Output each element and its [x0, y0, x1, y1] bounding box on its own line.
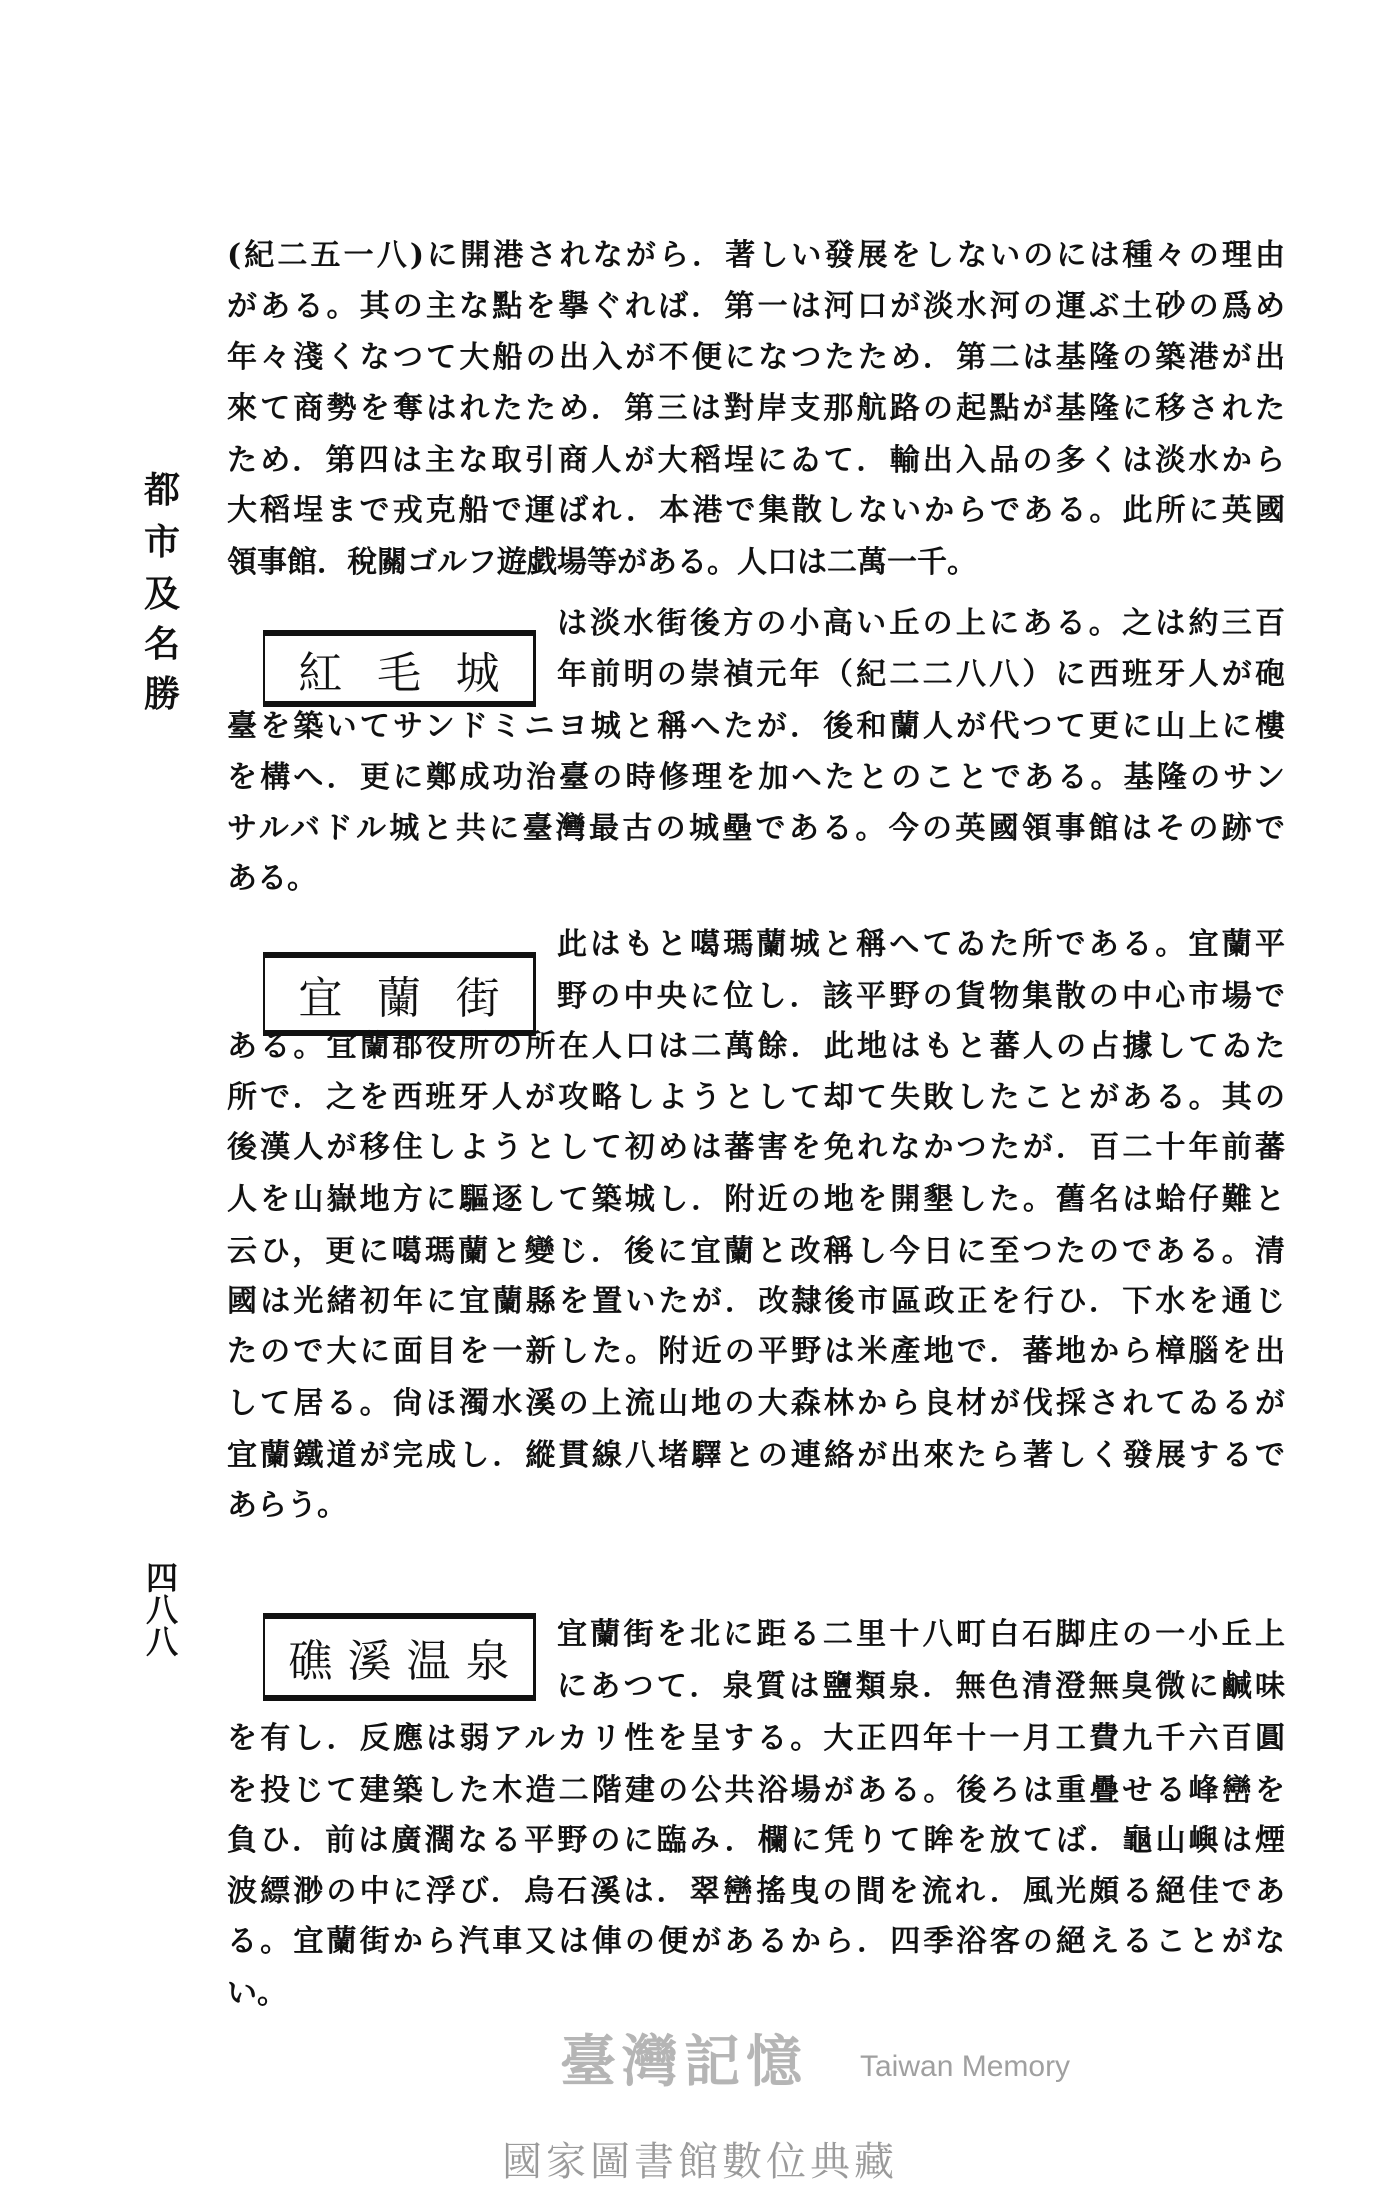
- section-title-char: 温: [406, 1636, 451, 1687]
- side-heading-char: 勝: [143, 673, 180, 715]
- side-heading-char: 市: [143, 521, 180, 563]
- text-line: 大稻埕まで戎克船で運ばれ．本港で集散しないからである。此所に英國: [227, 493, 1285, 528]
- section-title-char: 泉: [465, 1636, 510, 1687]
- text-line: 宜蘭鐵道が完成し．縱貫線八堵驛との連絡が出來たら著しく發展するで: [227, 1438, 1285, 1473]
- side-heading-char: 都: [143, 469, 180, 511]
- page-number-char: 四: [145, 1559, 178, 1597]
- text-line: 野の中央に位し．該平野の貨物集散の中心市場で: [557, 979, 1285, 1014]
- side-heading-char: 名: [143, 623, 180, 665]
- text-line: を構へ．更に鄭成功治臺の時修理を加へたとのことである。基隆のサン: [227, 760, 1285, 795]
- text-line: がある。其の主な點を擧ぐれば．第一は河口が淡水河の運ぶ土砂の爲め: [227, 289, 1285, 324]
- text-line: 宜蘭街を北に距る二里十八町白石脚庄の一小丘上: [557, 1617, 1285, 1652]
- text-line: 國は光緒初年に宜蘭縣を置いたが．改隸後市區政正を行ひ．下水を通じ: [227, 1284, 1285, 1319]
- page-number-char: 八: [145, 1591, 178, 1629]
- text-line: 所で．之を西班牙人が攻略しようとして却て失敗したことがある。其の: [227, 1080, 1285, 1115]
- section-title-char: 溪: [347, 1636, 392, 1687]
- text-line: 負ひ．前は廣濶なる平野のに臨み．欄に凭りて眸を放てば．龜山嶼は煙: [227, 1823, 1285, 1858]
- page-number-char: 八: [145, 1623, 178, 1661]
- text-line: 波縹渺の中に浮び．烏石溪は．翠巒搖曳の間を流れ．風光頗る絕佳であ: [227, 1874, 1285, 1909]
- text-line: (紀二五一八)に開港されながら．著しい發展をしないのには種々の理由: [227, 238, 1285, 273]
- section-title-char: 城: [455, 647, 500, 699]
- footer-credit: 國家圖書館數位典藏: [502, 2139, 898, 2185]
- section-title-char: 蘭: [376, 973, 421, 1024]
- text-line: 年々淺くなつて大船の出入が不便になつたため．第二は基隆の築港が出: [227, 340, 1285, 375]
- text-line: は淡水街後方の小高い丘の上にある。之は約三百: [557, 606, 1285, 641]
- section-title-box: [263, 630, 536, 707]
- text-line: ある。: [227, 861, 317, 896]
- text-line: 人を山嶽地方に驅逐して築城し．附近の地を開墾した。舊名は蛤仔難と: [227, 1182, 1285, 1217]
- text-line: 領事館．稅關ゴルフ遊戯場等がある。人口は二萬一千。: [227, 545, 977, 580]
- watermark-subtitle: Taiwan Memory: [860, 2050, 1071, 2083]
- section-title-char: 紅: [298, 647, 343, 699]
- text-line: 此はもと噶瑪蘭城と稱へてゐた所である。宜蘭平: [557, 927, 1285, 962]
- section-title-box: [263, 1613, 536, 1701]
- text-line: を投じて建築した木造二階建の公共浴場がある。後ろは重疊せる峰巒を: [227, 1773, 1285, 1808]
- text-line: る。宜蘭街から汽車又は俥の便があるから．四季浴客の絕えることがな: [227, 1924, 1285, 1959]
- text-line: い。: [227, 1976, 287, 2011]
- text-line: ある。宜蘭郡役所の所在人口は二萬餘．此地はもと蕃人の占據してゐた: [227, 1029, 1285, 1064]
- section-title-char: 街: [455, 973, 500, 1024]
- text-line: 後漢人が移住しようとして初めは蕃害を免れなかつたが．百二十年前蕃: [227, 1130, 1285, 1165]
- text-line: 來て商勢を奪はれたため．第三は對岸支那航路の起點が基隆に移された: [227, 391, 1285, 426]
- text-line: 臺を築いてサンドミニヨ城と稱へたが．後和蘭人が代つて更に山上に樓: [227, 709, 1285, 744]
- watermark-logo: 臺灣記憶: [560, 2029, 808, 2095]
- side-heading-char: 及: [143, 573, 180, 615]
- section-title-char: 毛: [376, 647, 421, 699]
- text-line: して居る。尙ほ濁水溪の上流山地の大森林から良材が伐採されてゐるが: [227, 1386, 1285, 1421]
- text-line: サルバドル城と共に臺灣最古の城壘である。今の英國領事館はその跡で: [227, 811, 1285, 846]
- text-line: にあつて．泉質は鹽類泉．無色清澄無臭微に鹹味: [557, 1669, 1285, 1704]
- text-line: たので大に面目を一新した。附近の平野は米產地で．蕃地から樟腦を出: [227, 1334, 1285, 1369]
- text-line: 云ひ，更に噶瑪蘭と變じ．後に宜蘭と改稱し今日に至つたのである。清: [227, 1234, 1285, 1269]
- section-title-char: 宜: [298, 973, 343, 1024]
- text-line: 年前明の崇禎元年（紀二二八八）に西班牙人が砲: [557, 657, 1285, 692]
- section-title-char: 礁: [288, 1636, 333, 1687]
- text-line: ため．第四は主な取引商人が大稻埕にゐて．輸出入品の多くは淡水から: [227, 443, 1285, 478]
- text-line: あらう。: [227, 1488, 347, 1523]
- text-line: を有し．反應は弱アルカリ性を呈する。大正四年十一月工費九千六百圓: [227, 1721, 1285, 1756]
